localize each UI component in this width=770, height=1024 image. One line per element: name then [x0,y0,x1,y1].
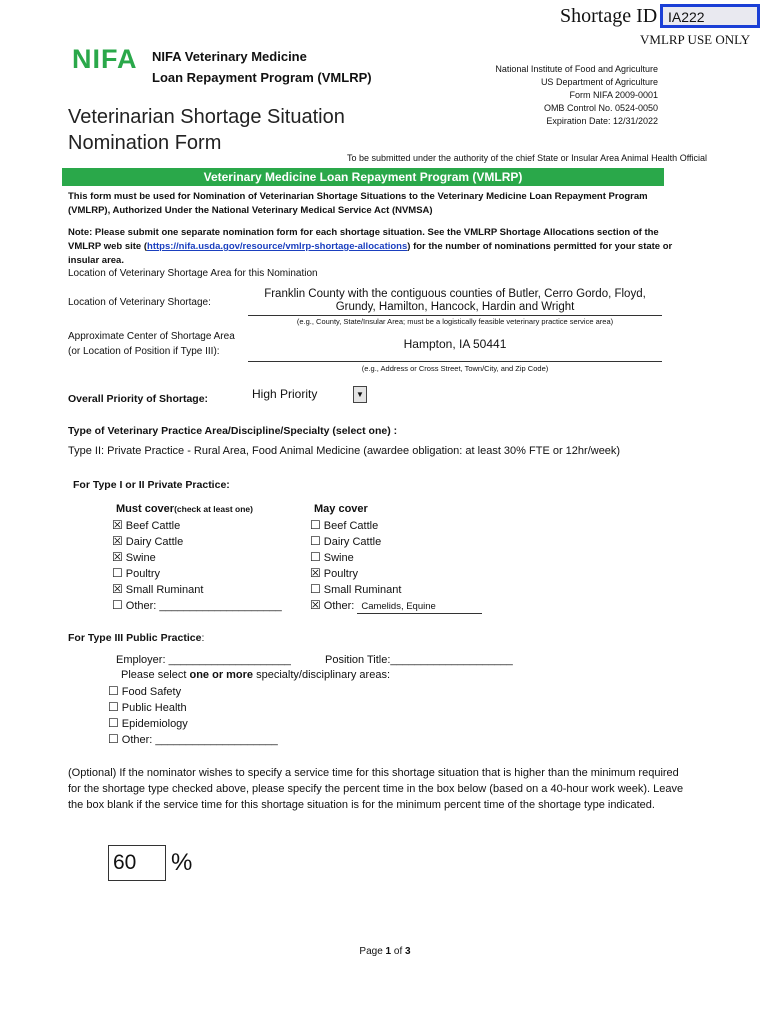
specialty-instruction [121,669,390,681]
center-hint: (e.g., Address or Cross Street, Town/City, and Zip Code) [361,364,549,373]
agency-line: Expiration Date: 12/31/2022 [546,116,658,126]
checkbox[interactable]: ☐ [310,550,321,564]
percent-time-value: 60 [113,851,137,874]
must-cover-column [112,501,302,613]
shortage-id-field[interactable] [660,4,760,28]
checkbox-row [108,731,308,747]
checkbox-row [108,683,308,699]
location-value-line1: Franklin County with the contiguous counties of Butler, Cerro Gordo, Floyd, [264,288,646,300]
employer-field[interactable]: Employer: ____________________ [116,654,291,666]
checkbox-label: Beef Cattle [125,520,181,532]
checkbox[interactable]: ☒ [310,598,321,612]
checkbox[interactable]: ☒ [112,550,123,564]
must-cover-heading: Must cover [116,503,175,515]
checkbox-row [310,549,510,565]
checkbox-label: Poultry [323,568,359,580]
checkbox-row [310,581,510,597]
type12-heading: For Type I or II Private Practice: [73,479,230,491]
agency-info [495,63,658,128]
may-cover-heading: May cover [314,503,368,515]
agency-line: OMB Control No. 0524-0050 [543,103,658,113]
checkbox-label: Swine [125,552,156,564]
checkbox[interactable]: ☒ [310,566,321,580]
checkbox-label: Epidemiology [121,718,188,730]
checkbox-label: Other: ____________________ [125,600,282,612]
note-text-pre: Note: Please submit one separate nomination form for each shortage situation. See the VMLRP Shortage Allocations section of the VMLRP web site ( [68,227,659,252]
may-cover-column [310,501,510,613]
center-label-line1: Approximate Center of Shortage Area [68,331,235,342]
checkbox-row [112,597,302,613]
center-field[interactable] [248,334,662,362]
checkbox-row [310,517,510,533]
must-cover-subheading: (check at least one) [174,504,253,514]
checkbox-label: Dairy Cattle [323,536,382,548]
checkbox-row [112,549,302,565]
checkbox-label: Beef Cattle [323,520,379,532]
page-total: 3 [405,946,411,957]
location-field[interactable] [248,288,662,316]
percent-time-input[interactable] [108,845,166,881]
position-title-field[interactable]: Position Title:____________________ [325,654,513,666]
form-title-line2: Nomination Form [68,132,222,154]
checkbox[interactable]: ☐ [310,534,321,548]
checkbox[interactable]: ☐ [310,518,321,532]
other-value-field[interactable]: Camelids, Equine [357,601,482,614]
checkbox-label: Dairy Cattle [125,536,184,548]
priority-label: Overall Priority of Shortage: [68,393,209,405]
priority-select[interactable] [248,385,370,405]
location-hint: (e.g., County, State/Insular Area; must be a logistically feasible veterinary practice service area) [296,317,614,326]
checkbox-label: Poultry [125,568,161,580]
page-label-mid: of [391,946,406,957]
specialty-instruction-post: specialty/disciplinary areas: [253,669,391,681]
optional-paragraph: (Optional) If the nominator wishes to specify a service time for this shortage situation that is higher than the minimum required for the shortage type checked above, please specify the percent time in the box below (based on a 40-hour work week). Leave the box blank if the service time for this shortage situation is for the minimum percent time of the shortage type indicated. [68,767,684,811]
form-title [68,104,345,156]
type3-specialty-list [108,683,308,747]
checkbox-row [112,533,302,549]
nifa-logo [72,44,138,75]
checkbox[interactable]: ☐ [108,700,119,714]
page-label-pre: Page [359,946,386,957]
agency-line: US Department of Agriculture [540,77,658,87]
checkbox[interactable]: ☐ [108,732,119,746]
checkbox-label: Food Safety [121,686,182,698]
checkbox[interactable]: ☐ [112,598,123,612]
submission-note [68,226,688,268]
program-name-line1: NIFA Veterinary Medicine [152,49,307,64]
checkbox-row [310,533,510,549]
checkbox-row [112,581,302,597]
type3-heading [68,632,204,644]
checkbox-row [108,715,308,731]
checkbox[interactable]: ☐ [112,566,123,580]
checkbox-row [310,565,510,581]
checkbox-label: Public Health [121,702,187,714]
location-value-line2: Grundy, Hamilton, Hancock, Hardin and Wright [335,301,575,313]
allocations-link[interactable]: https://nifa.usda.gov/resource/vmlrp-shortage-allocations [147,241,408,252]
agency-line: Form NIFA 2009-0001 [569,90,658,100]
checkbox-row [108,699,308,715]
page-current: 1 [385,946,392,957]
program-banner-text: Veterinary Medicine Loan Repayment Program (VMLRP) [203,170,523,184]
page-number [0,946,770,957]
program-banner [62,168,664,186]
checkbox[interactable]: ☐ [108,716,119,730]
checkbox-label: Small Ruminant [125,584,204,596]
agency-line: National Institute of Food and Agriculture [495,64,658,74]
priority-value: High Priority [252,387,318,401]
chevron-down-icon[interactable]: ▼ [353,386,367,403]
shortage-id-value: IA222 [668,9,705,25]
authority-note: To be submitted under the authority of the chief State or Insular Area Animal Health Official [347,153,708,163]
checkbox-label: Swine [323,552,354,564]
specialty-instruction-bold: one or more [189,669,254,681]
type-value: Type II: Private Practice - Rural Area, Food Animal Medicine (awardee obligation: at least 30% FTE or 12hr/week) [68,445,621,457]
type3-heading-colon: : [201,632,205,644]
checkbox-row [112,565,302,581]
location-label: Location of Veterinary Shortage: [68,297,211,308]
checkbox[interactable]: ☒ [112,582,123,596]
checkbox-label: Small Ruminant [323,584,402,596]
nifa-logo-text: NIFA [72,44,138,74]
checkbox-label: Other: ____________________ [121,734,278,746]
checkbox-row [310,597,510,613]
note-text-post: ) for the number of nominations permitted for your state or insular area. [68,241,673,266]
checkbox-label: Other: [323,600,355,612]
checkbox[interactable]: ☐ [310,582,321,596]
center-label-line2: (or Location of Position if Type III): [68,346,220,357]
type-label: Type of Veterinary Practice Area/Discipline/Specialty (select one) : [68,425,398,437]
vmlrp-use-only: VMLRP USE ONLY [640,32,751,47]
checkbox[interactable]: ☒ [112,518,123,532]
type-select[interactable] [68,445,668,457]
center-value: Hampton, IA 50441 [403,337,507,351]
form-title-line1: Veterinarian Shortage Situation [68,106,345,128]
location-heading: Location of Veterinary Shortage Area for this Nomination [68,268,318,279]
checkbox[interactable]: ☒ [112,534,123,548]
program-name-line2: Loan Repayment Program (VMLRP) [152,70,372,85]
percent-sign: % [171,849,193,876]
intro-paragraph: This form must be used for Nomination of Veterinarian Shortage Situations to the Veterinary Medicine Loan Repayment Program (VMLRP), Authorized Under the National Veterinary Medical Service Act (NVMSA) [68,191,648,216]
center-label [68,329,235,359]
checkbox-row [112,517,302,533]
specialty-instruction-pre: Please select [121,669,190,681]
shortage-id-label: Shortage ID [560,5,658,27]
checkbox[interactable]: ☐ [108,684,119,698]
type3-heading-text: For Type III Public Practice [68,632,202,644]
